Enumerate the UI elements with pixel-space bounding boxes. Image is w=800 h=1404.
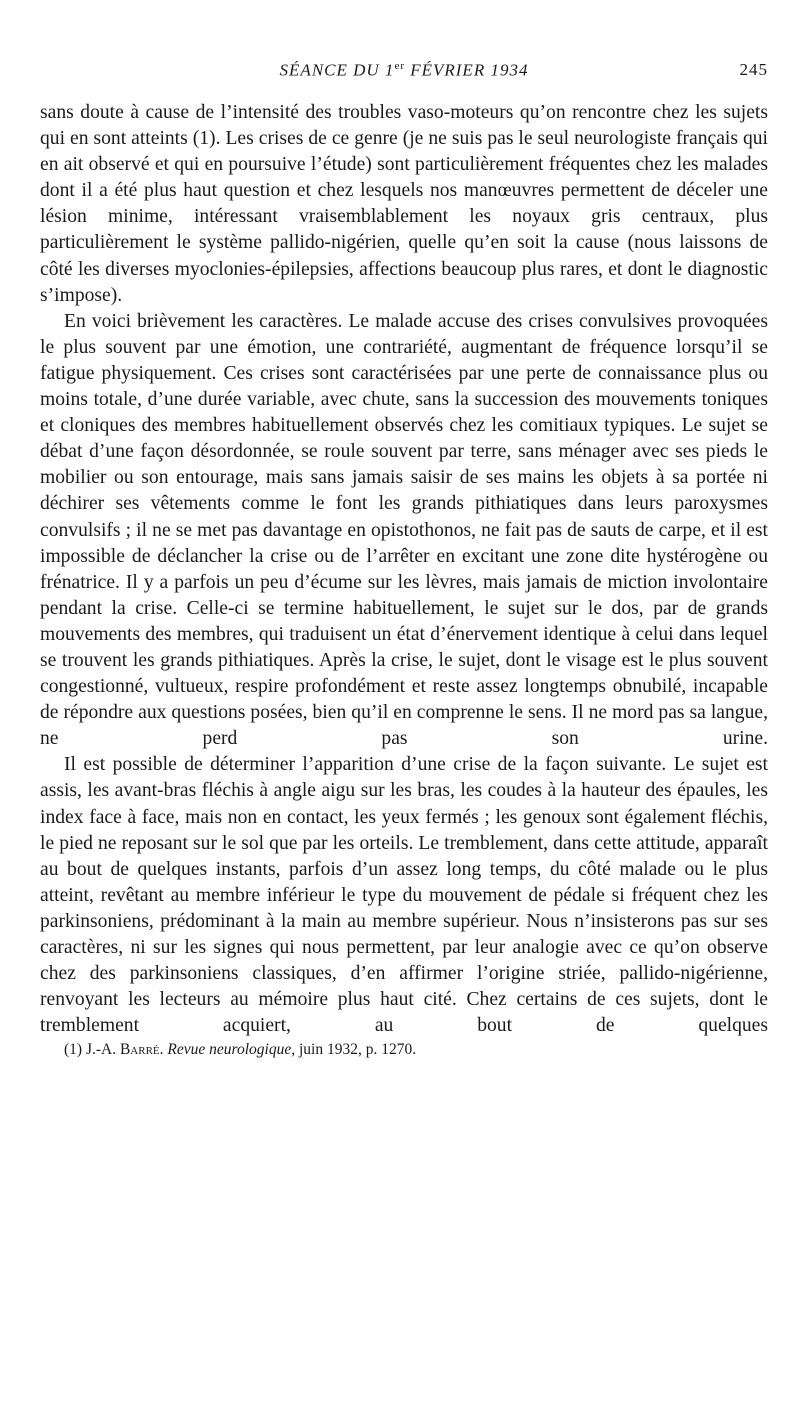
- body-text: [40, 100, 768, 1039]
- footnote: [64, 1040, 764, 1060]
- running-head-title-after: FÉVRIER 1934: [404, 60, 529, 80]
- footnote-marker: (1): [64, 1041, 83, 1058]
- paragraph-2: En voici brièvement les caractères. Le malade accuse des crises convulsives provoquées le plus souvent par une émotion, une contrariété, augmentant de fréquence lorsqu’il se fatigue physiquement. Ces crises sont caractérisées par une perte de connaissance plus ou moins totale, d’une durée variable, avec chute, sans la succession des mouvements toniques et cloniques des membres habituellement observés chez les comitiaux typiques. Le sujet se débat d’une façon désordonnée, se roule souvent par terre, sans ménager avec ses pieds le mobilier ou son entourage, mais sans jamais saisir de ses mains les objets à sa portée ni déchirer ses vêtements comme le font les grands pithiatiques dans leurs paroxysmes convulsifs ; il ne se met pas davantage en opistothonos, ne fait pas de sauts de carpe, et il est impossible de déclancher la crise ou de l’arrêter en excitant une zone dite hystérogène ou frénatrice. Il y a parfois un peu d’écume sur les lèvres, mais jamais de miction involontaire pendant la crise. Celle-ci se termine habituellement, le sujet sur le dos, par de grands mouvements des membres, qui traduisent un état d’énervement identique à celui dans lequel se trouvent les grands pithiatiques. Après la crise, le sujet, dont le visage est le plus souvent congestionné, vultueux, respire profondément et reste assez longtemps obnubilé, incapable de répondre aux questions posées, bien qu’il en comprenne le sens. Il ne mord pas sa langue, ne perd pas son urine.: [40, 310, 768, 750]
- footnote-journal: Revue neurologique,: [167, 1041, 296, 1058]
- footnote-author: J.-A. Barré.: [85, 1041, 164, 1058]
- running-head-title-sup: er: [394, 60, 405, 72]
- page-number: 245: [739, 60, 768, 79]
- running-head: [40, 60, 768, 84]
- running-head-title-before: SÉANCE DU 1: [279, 60, 395, 80]
- footnote-details: juin 1932, p. 1270.: [298, 1041, 417, 1058]
- paragraph-1: sans doute à cause de l’intensité des troubles vaso-moteurs qu’on rencontre chez les sujets qui en sont atteints (1). Les crises de ce genre (je ne suis pas le seul neurologiste français qui en ait observé et qui en poursuive l’étude) sont particulièrement fréquentes chez les malades dont il a été plus haut question et chez lesquels nos manœuvres permettent de déceler une lésion minime, intéressant vraisemblablement les noyaux gris centraux, plus particulièrement le système pallido-nigérien, quelle qu’en soit la cause (nous laissons de côté les diverses myoclonies-épilepsies, affections beaucoup plus rares, et dont le diagnostic s’impose).: [40, 102, 768, 306]
- running-head-title: [40, 60, 768, 81]
- paragraph-3: Il est possible de déterminer l’apparition d’une crise de la façon suivante. Le sujet est assis, les avant-bras fléchis à angle aigu sur les bras, les coudes à la hauteur des épaules, les index face à face, mais non en contact, les yeux fermés ; les genoux sont également fléchis, le pied ne reposant sur le sol que par les orteils. Le tremblement, dans cette attitude, apparaît au bout de quelques instants, parfois d’un assez long temps, du côté malade ou le plus atteint, revêtant au membre inférieur le type du mouvement de pédale si fréquent chez les parkinsoniens, prédominant à la main au membre supérieur. Nous n’insisterons pas sur ses caractères, ni sur les signes qui nous permettent, par leur analogie avec ce qu’on observe chez des parkinsoniens classiques, d’en affirmer l’origine striée, pallido-nigérienne, renvoyant les lecteurs au mémoire plus haut cité. Chez certains de ces sujets, dont le tremblement acquiert, au bout de quelques: [40, 754, 768, 1037]
